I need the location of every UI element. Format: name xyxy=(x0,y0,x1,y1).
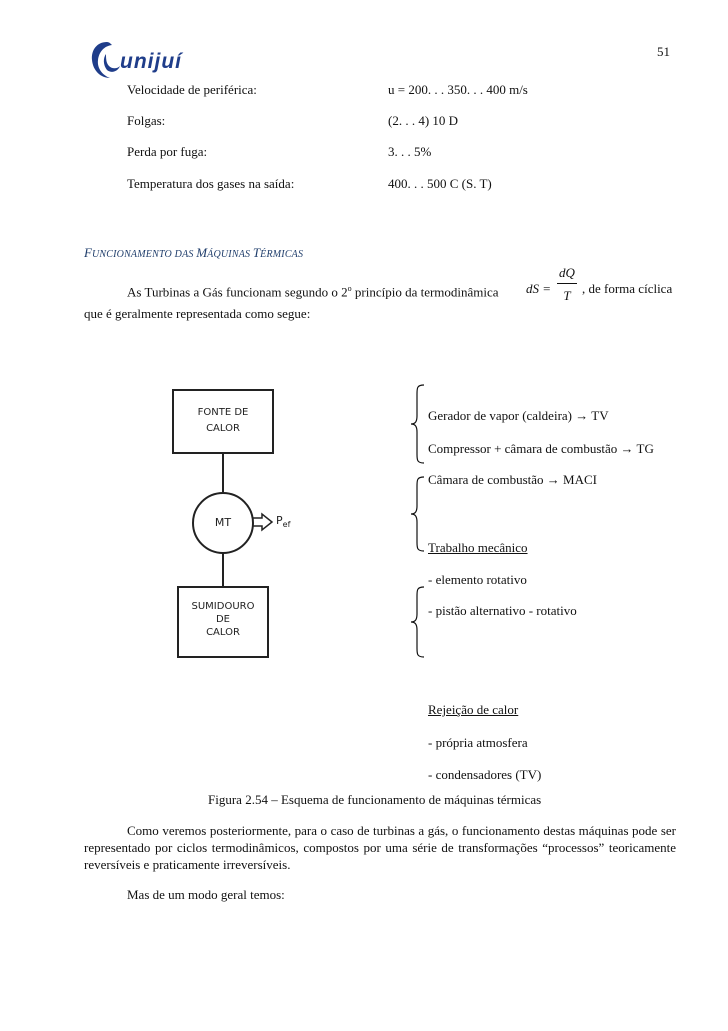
body-paragraph: Mas de um modo geral temos: xyxy=(127,887,285,902)
body-paragraph: Como veremos posteriormente, para o caso de turbinas a gás, o funcionamento destas máquinas pode ser representado por ciclos termodinâmicos, compostos por uma série de transformações “processos” teoricamente reversíveis e praticamente irreversíveis. xyxy=(84,823,676,872)
heading-f: F xyxy=(84,245,92,260)
sink-line-2: DE xyxy=(215,614,231,625)
spec-value: 400. . . 500 C (S. T) xyxy=(388,176,492,191)
heat-title: Rejeição de calor xyxy=(428,702,519,717)
spec-label: Velocidade de periférica: xyxy=(127,82,257,97)
spec-value: u = 200. . . 350. . . 400 m/s xyxy=(388,82,528,97)
work-item: - pistão alternativo - rotativo xyxy=(428,603,577,618)
heat-item: - condensadores (TV) xyxy=(428,767,542,782)
intro-part3: , de forma cíclica xyxy=(582,281,673,296)
figure-caption: Figura 2.54 – Esquema de funcionamento de máquinas térmicas xyxy=(208,792,542,807)
formula-bar xyxy=(557,283,577,284)
output-sub: ef xyxy=(282,520,291,530)
right-item: Câmara de combustão → MACI xyxy=(428,472,597,487)
output-label xyxy=(276,514,290,529)
spec-label: Perda por fuga: xyxy=(127,144,208,159)
output-p: P xyxy=(276,514,283,527)
formula-denominator: T xyxy=(563,288,571,303)
source-line-2: CALOR xyxy=(206,423,240,434)
heading-aq: ÁQUINAS xyxy=(207,249,253,260)
formula-lhs: dS = xyxy=(526,281,552,296)
page-number: 51 xyxy=(657,44,670,59)
formula-numerator: dQ xyxy=(559,265,575,280)
heading-t: T xyxy=(252,245,261,260)
unijui-logo xyxy=(90,40,210,80)
heading-erm: ÉRMICAS xyxy=(260,249,304,260)
heading-m: M xyxy=(196,245,208,260)
engine-label: MT xyxy=(214,516,232,529)
source-line-1: FONTE DE xyxy=(197,407,249,418)
right-item: Compressor + câmara de combustão → TG xyxy=(428,441,654,456)
work-item: - elemento rotativo xyxy=(428,572,527,587)
output-arrow-icon xyxy=(253,514,272,530)
brace-icon xyxy=(410,586,426,658)
section-heading xyxy=(84,244,303,262)
logo-swirl-icon xyxy=(90,40,124,80)
spec-label: Folgas: xyxy=(127,113,166,128)
sink-label xyxy=(178,600,268,639)
intro-part2: princípio da termodinâmica xyxy=(351,284,499,300)
heat-item: - própria atmosfera xyxy=(428,735,528,750)
intro-line2: que é geralmente representada como segue: xyxy=(84,306,311,321)
right-item: Gerador de vapor (caldeira) → TV xyxy=(428,408,609,423)
intro-sup: o xyxy=(347,284,352,293)
sink-line-1: SUMIDOURO xyxy=(191,601,255,612)
intro-part1: As Turbinas a Gás funcionam segundo o 2 xyxy=(127,284,348,300)
brace-icon xyxy=(410,384,426,464)
work-title: Trabalho mecânico xyxy=(428,540,528,555)
spec-value: 3. . . 5% xyxy=(388,144,432,159)
heading-unc: UNCIONAMENTO DAS xyxy=(91,249,197,260)
spec-value: (2. . . 4) 10 D xyxy=(388,113,459,128)
spec-label: Temperatura dos gases na saída: xyxy=(127,176,295,191)
intro-text xyxy=(127,281,499,300)
brace-icon xyxy=(410,476,426,552)
logo-text: unijuí xyxy=(120,50,182,73)
sink-line-3: CALOR xyxy=(206,627,240,638)
source-label xyxy=(173,405,273,437)
